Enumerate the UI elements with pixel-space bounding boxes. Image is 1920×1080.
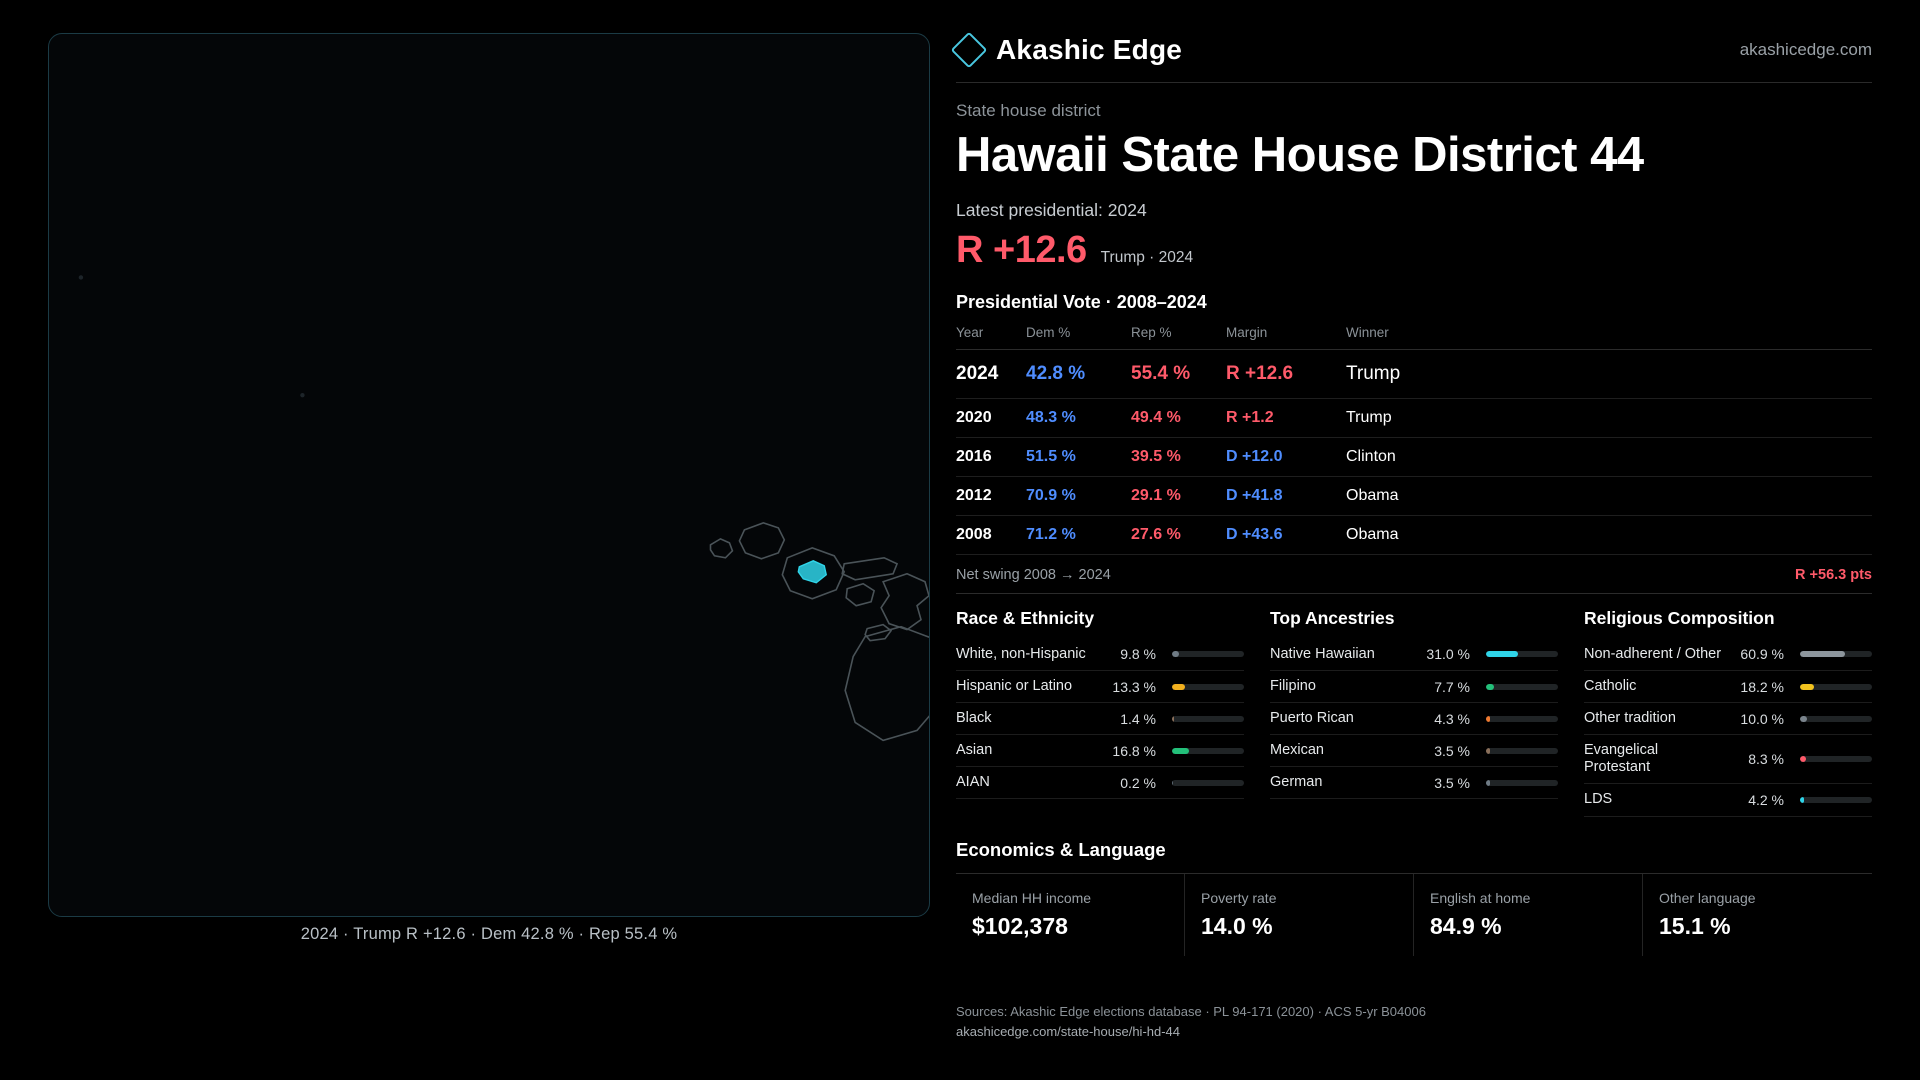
demo-label: Catholic xyxy=(1584,678,1637,695)
latest-presidential-label: Latest presidential: 2024 xyxy=(956,199,1147,220)
cell-year: 2024 xyxy=(956,349,1026,398)
demo-pct: 60.9 % xyxy=(1740,646,1784,663)
info-panel xyxy=(940,0,1920,1080)
econ-label: Poverty rate xyxy=(1201,889,1277,906)
highlighted-district-shape[interactable] xyxy=(798,561,826,583)
hawaii-map xyxy=(49,34,929,916)
econ-label: Median HH income xyxy=(972,889,1092,906)
demo-label: AIAN xyxy=(956,774,990,791)
cell-dem: 48.3 % xyxy=(1026,398,1131,437)
net-swing-value: R +56.3 pts xyxy=(1795,566,1872,583)
demo-pct: 10.0 % xyxy=(1740,710,1784,727)
sources-line: Sources: Akashic Edge elections database · PL 94-171 (2020) · ACS 5-yr B04006 xyxy=(956,1003,1426,1019)
demo-col-race xyxy=(956,608,1244,817)
headline-margin-value: R +12.6 xyxy=(956,228,1087,271)
demo-row xyxy=(956,735,1244,767)
demo-row xyxy=(956,703,1244,735)
demo-label: Native Hawaiian xyxy=(1270,645,1375,662)
net-swing xyxy=(956,567,1872,594)
cell-winner: Clinton xyxy=(1346,437,1872,476)
econ-value: 14.0 % xyxy=(1201,912,1273,939)
demo-row xyxy=(1584,639,1872,671)
cell-year: 2016 xyxy=(956,437,1026,476)
diamond-icon xyxy=(951,32,988,69)
econ-cell-poverty-rate xyxy=(1185,874,1414,956)
demo-label: Other tradition xyxy=(1584,710,1676,727)
cell-margin: R +1.2 xyxy=(1226,398,1346,437)
demo-row xyxy=(956,767,1244,799)
demo-row xyxy=(1270,703,1558,735)
net-swing-label: Net swing 2008 → 2024 xyxy=(956,566,1111,583)
cell-margin: D +12.0 xyxy=(1226,437,1346,476)
brand-name: Akashic Edge xyxy=(996,34,1183,65)
demo-row xyxy=(1270,639,1558,671)
demo-bar xyxy=(1172,780,1244,786)
demo-bar xyxy=(1486,684,1558,690)
presidential-vote-table xyxy=(956,325,1872,555)
demo-bar xyxy=(1800,716,1872,722)
table-row[interactable] xyxy=(956,515,1872,554)
cell-year: 2020 xyxy=(956,398,1026,437)
map-caption: 2024 · Trump R +12.6 · Dem 42.8 % · Rep 55.4 % xyxy=(300,925,678,943)
demo-label: Puerto Rican xyxy=(1270,710,1354,727)
demo-title: Top Ancestries xyxy=(1270,607,1395,628)
demo-title: Race & Ethnicity xyxy=(956,607,1095,628)
sources-block xyxy=(956,1002,1872,1044)
demo-label: Non-adherent / Other xyxy=(1584,645,1722,662)
demo-row xyxy=(1584,784,1872,816)
brand-website: akashicedge.com xyxy=(1739,40,1872,59)
demo-title: Religious Composition xyxy=(1584,607,1775,628)
demo-pct: 16.8 % xyxy=(1112,742,1156,759)
cell-margin: R +12.6 xyxy=(1226,349,1346,398)
econ-value: 15.1 % xyxy=(1659,912,1731,939)
demo-bar xyxy=(1486,651,1558,657)
demo-label: Asian xyxy=(956,742,993,759)
sources-url[interactable]: akashicedge.com/state-house/hi-hd-44 xyxy=(956,1024,1181,1040)
demo-row xyxy=(956,639,1244,671)
cell-dem: 70.9 % xyxy=(1026,476,1131,515)
cell-dem: 42.8 % xyxy=(1026,349,1131,398)
demo-row xyxy=(1270,671,1558,703)
cell-rep: 29.1 % xyxy=(1131,476,1226,515)
cell-winner: Trump xyxy=(1346,349,1872,398)
cell-winner: Trump xyxy=(1346,398,1872,437)
cell-rep: 39.5 % xyxy=(1131,437,1226,476)
cell-year: 2012 xyxy=(956,476,1026,515)
page-title: Hawaii State House District 44 xyxy=(956,128,1644,182)
cell-dem: 71.2 % xyxy=(1026,515,1131,554)
demo-bar xyxy=(1486,780,1558,786)
demo-bar xyxy=(1172,651,1244,657)
demo-row xyxy=(1270,735,1558,767)
econ-cell-median-income xyxy=(956,874,1185,956)
demo-row xyxy=(1584,735,1872,784)
demo-pct: 18.2 % xyxy=(1740,678,1784,695)
demo-bar xyxy=(1800,797,1872,803)
demo-label: Hispanic or Latino xyxy=(956,678,1073,695)
vote-table-title: Presidential Vote · 2008–2024 xyxy=(956,291,1207,312)
demo-label: Mexican xyxy=(1270,742,1324,759)
district-eyebrow: State house district xyxy=(956,101,1101,120)
demo-pct: 4.2 % xyxy=(1748,792,1784,808)
demo-bar xyxy=(1800,684,1872,690)
brand-left xyxy=(956,34,1182,66)
cell-margin: D +41.8 xyxy=(1226,476,1346,515)
col-year: Year xyxy=(956,325,1026,350)
demo-label: German xyxy=(1270,774,1323,791)
map-panel xyxy=(0,0,940,1080)
demo-row xyxy=(1584,703,1872,735)
demo-pct: 3.5 % xyxy=(1434,774,1470,791)
cell-rep: 27.6 % xyxy=(1131,515,1226,554)
econ-value: 84.9 % xyxy=(1430,912,1502,939)
map-frame[interactable] xyxy=(48,33,930,917)
demo-pct: 31.0 % xyxy=(1426,646,1470,663)
econ-cell-english-at-home xyxy=(1414,874,1643,956)
demo-label: Evangelical Protestant xyxy=(1584,742,1659,776)
headline-margin xyxy=(956,229,1872,272)
cell-rep: 55.4 % xyxy=(1131,349,1226,398)
econ-label: Other language xyxy=(1659,889,1756,906)
demo-label: Black xyxy=(956,710,992,727)
demo-bar xyxy=(1172,748,1244,754)
demo-bar xyxy=(1800,756,1872,762)
demo-pct: 0.2 % xyxy=(1120,774,1156,791)
econ-label: English at home xyxy=(1430,889,1531,906)
demo-col-ancestries xyxy=(1270,608,1558,817)
col-margin: Margin xyxy=(1226,325,1346,350)
demo-row xyxy=(1270,767,1558,799)
table-row[interactable] xyxy=(956,398,1872,437)
demo-label: White, non-Hispanic xyxy=(956,645,1086,662)
demo-bar xyxy=(1172,684,1244,690)
brand-bar xyxy=(956,28,1872,83)
econ-value: $102,378 xyxy=(972,912,1068,939)
cell-rep: 49.4 % xyxy=(1131,398,1226,437)
demo-bar xyxy=(1486,716,1558,722)
demo-row xyxy=(956,671,1244,703)
demo-pct: 3.5 % xyxy=(1434,742,1470,759)
demo-bar xyxy=(1800,651,1872,657)
cell-year: 2008 xyxy=(956,515,1026,554)
economics-title: Economics & Language xyxy=(956,838,1166,860)
demo-bar xyxy=(1486,748,1558,754)
headline-margin-sub: Trump · 2024 xyxy=(1100,248,1194,266)
demo-pct: 13.3 % xyxy=(1112,678,1156,695)
demo-pct: 4.3 % xyxy=(1434,710,1470,727)
econ-cell-other-language xyxy=(1643,874,1872,956)
demo-row xyxy=(1584,671,1872,703)
cell-dem: 51.5 % xyxy=(1026,437,1131,476)
demo-pct: 8.3 % xyxy=(1748,751,1784,768)
cell-winner: Obama xyxy=(1346,515,1872,554)
demographics-grid xyxy=(956,608,1872,817)
table-row[interactable] xyxy=(956,349,1872,398)
col-winner: Winner xyxy=(1346,325,1872,350)
table-row[interactable] xyxy=(956,437,1872,476)
demo-col-religion xyxy=(1584,608,1872,817)
economics-grid xyxy=(956,873,1872,956)
cell-margin: D +43.6 xyxy=(1226,515,1346,554)
demo-pct: 1.4 % xyxy=(1120,710,1156,727)
demo-pct: 7.7 % xyxy=(1434,678,1470,695)
col-rep: Rep % xyxy=(1131,325,1226,350)
cell-winner: Obama xyxy=(1346,476,1872,515)
demo-pct: 9.8 % xyxy=(1120,646,1156,663)
table-header-row xyxy=(956,325,1872,350)
demo-label: Filipino xyxy=(1270,678,1316,695)
table-row[interactable] xyxy=(956,476,1872,515)
demo-label: LDS xyxy=(1584,791,1613,808)
col-dem: Dem % xyxy=(1026,325,1131,350)
demo-bar xyxy=(1172,716,1244,722)
